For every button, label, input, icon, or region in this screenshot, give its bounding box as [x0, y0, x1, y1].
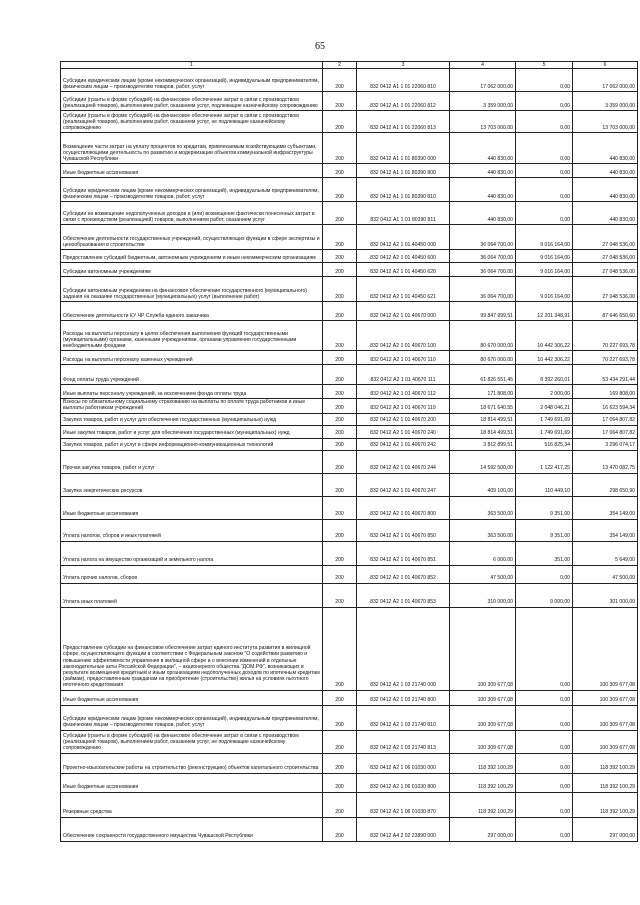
- row-amount-planned: 36 064 700,00: [450, 250, 516, 263]
- row-amount-planned: 440 830,00: [450, 202, 516, 225]
- table-row: [61, 164, 638, 178]
- row-amount-planned: 100 309 677,08: [450, 730, 516, 753]
- row-section-code: 200: [323, 607, 357, 690]
- row-name: Предоставление субсидий бюджетным, автономным учреждениям и иным некоммерческим организациям: [61, 250, 323, 263]
- row-classification-code: 832 0412 А2 1 01 40670 852: [357, 565, 450, 583]
- row-name: Субсидии (гранты в форме субсидий) на финансовое обеспечение затрат в связи с производством (реализацией товаров), выполнением работ, оказанием услуг, не подлежащие казначейскому сопровождению: [61, 730, 323, 753]
- row-name: Иные бюджетные ассигнования: [61, 773, 323, 792]
- row-amount-executed: 8 392 260,01: [516, 365, 573, 385]
- row-section-code: 200: [323, 164, 357, 178]
- row-amount-planned: 18 814 499,51: [450, 413, 516, 425]
- table-row: [61, 730, 638, 753]
- row-section-code: 200: [323, 111, 357, 133]
- row-amount-executed: 351,00: [516, 541, 573, 565]
- row-amount-planned: 100 309 677,08: [450, 607, 516, 690]
- row-amount-planned: 99 847 999,51: [450, 302, 516, 321]
- row-amount-remaining: 27 048 536,00: [573, 250, 638, 263]
- row-classification-code: 832 0412 А1 1 01 80390 800: [357, 164, 450, 178]
- row-name: Иные бюджетные ассигнования: [61, 690, 323, 705]
- row-classification-code: 832 0412 А2 1 01 40670 851: [357, 541, 450, 565]
- row-amount-remaining: 100 309 677,08: [573, 607, 638, 690]
- row-amount-executed: 9 016 164,00: [516, 250, 573, 263]
- table-row: [61, 541, 638, 565]
- row-amount-remaining: 3 296 074,17: [573, 438, 638, 450]
- row-amount-executed: 2 048 046,21: [516, 399, 573, 413]
- table-row: [61, 178, 638, 202]
- row-amount-remaining: 354 149,00: [573, 496, 638, 519]
- row-amount-planned: 100 309 677,08: [450, 690, 516, 705]
- row-amount-remaining: 70 227 693,78: [573, 351, 638, 365]
- row-amount-executed: 0,00: [516, 792, 573, 817]
- row-name: Обеспечение деятельности КУ ЧР Служба единого заказчика: [61, 302, 323, 321]
- row-amount-remaining: 298 650,90: [573, 473, 638, 496]
- table-row: [61, 473, 638, 496]
- row-name: Прочая закупка товаров, работ и услуг: [61, 450, 323, 473]
- row-section-code: 200: [323, 351, 357, 365]
- table-row: [61, 277, 638, 302]
- row-amount-executed: 1 749 691,69: [516, 425, 573, 438]
- row-section-code: 200: [323, 583, 357, 607]
- row-amount-executed: 2 000,00: [516, 385, 573, 399]
- row-amount-planned: 118 392 100,29: [450, 792, 516, 817]
- row-amount-executed: 9 000,00: [516, 583, 573, 607]
- row-amount-executed: 10 442 306,22: [516, 321, 573, 351]
- table-row: [61, 69, 638, 92]
- row-classification-code: 832 0412 А2 1 01 40450 000: [357, 225, 450, 250]
- table-row: [61, 250, 638, 263]
- row-classification-code: 832 0412 А2 1 01 40670 112: [357, 385, 450, 399]
- row-amount-executed: 0,00: [516, 690, 573, 705]
- row-name: Резервные средства: [61, 792, 323, 817]
- row-section-code: 200: [323, 450, 357, 473]
- row-classification-code: 832 0412 А1 1 01 80390 811: [357, 202, 450, 225]
- page-number: 65: [315, 41, 325, 52]
- row-section-code: 200: [323, 413, 357, 425]
- budget-table-body: [61, 62, 638, 842]
- row-amount-executed: 0,00: [516, 730, 573, 753]
- row-amount-remaining: 17 064 807,82: [573, 413, 638, 425]
- row-classification-code: 832 0412 А2 1 01 40670 242: [357, 438, 450, 450]
- row-section-code: 200: [323, 277, 357, 302]
- row-name: Обеспечение деятельности государственных учреждений, осуществляющих функции в сфере экспертизы и ценообразования в строительстве: [61, 225, 323, 250]
- row-section-code: 200: [323, 133, 357, 164]
- row-amount-remaining: 301 000,00: [573, 583, 638, 607]
- row-amount-executed: 0,00: [516, 705, 573, 730]
- row-amount-planned: 297 000,00: [450, 817, 516, 841]
- row-section-code: 200: [323, 250, 357, 263]
- row-name: Уплата прочих налогов, сборов: [61, 565, 323, 583]
- row-amount-remaining: 47 500,00: [573, 565, 638, 583]
- row-name: Иные бюджетные ассигнования: [61, 164, 323, 178]
- row-amount-executed: 110 449,10: [516, 473, 573, 496]
- table-row: [61, 92, 638, 111]
- row-amount-executed: 12 201 348,91: [516, 302, 573, 321]
- row-classification-code: 832 0412 А2 1 03 21740 813: [357, 730, 450, 753]
- row-amount-executed: 0,00: [516, 69, 573, 92]
- table-row: [61, 202, 638, 225]
- row-amount-remaining: 17 064 807,82: [573, 425, 638, 438]
- row-classification-code: 832 0412 А2 1 01 40450 600: [357, 250, 450, 263]
- row-amount-remaining: 87 646 650,60: [573, 302, 638, 321]
- row-classification-code: 832 0412 А2 1 03 21740 000: [357, 607, 450, 690]
- row-amount-planned: 47 500,00: [450, 565, 516, 583]
- row-section-code: 200: [323, 438, 357, 450]
- table-row: [61, 302, 638, 321]
- row-amount-executed: 0,00: [516, 111, 573, 133]
- row-name: Иные выплаты персоналу учреждений, за исключением фонда оплаты труда: [61, 385, 323, 399]
- row-amount-planned: 36 064 700,00: [450, 263, 516, 277]
- row-name: Уплата иных платежей: [61, 583, 323, 607]
- row-amount-executed: 0,00: [516, 178, 573, 202]
- table-row: [61, 565, 638, 583]
- row-amount-planned: 18 814 499,51: [450, 425, 516, 438]
- column-number: 6: [573, 62, 638, 69]
- row-amount-remaining: 3 359 000,00: [573, 92, 638, 111]
- row-amount-remaining: 13 470 082,75: [573, 450, 638, 473]
- row-amount-planned: 363 500,00: [450, 496, 516, 519]
- table-row: [61, 351, 638, 365]
- row-amount-planned: 310 000,00: [450, 583, 516, 607]
- row-amount-remaining: 440 830,00: [573, 133, 638, 164]
- row-amount-executed: 0,00: [516, 202, 573, 225]
- row-amount-remaining: 118 392 100,29: [573, 773, 638, 792]
- row-amount-remaining: 16 623 594,34: [573, 399, 638, 413]
- row-amount-executed: 9 351,00: [516, 496, 573, 519]
- table-row: [61, 438, 638, 450]
- row-name: Проектно-изыскательские работы на строительство (реконструкцию) объектов капитального строительства: [61, 753, 323, 773]
- column-number: 3: [357, 62, 450, 69]
- table-row: [61, 263, 638, 277]
- row-classification-code: 832 0412 А2 1 01 40670 200: [357, 413, 450, 425]
- row-name: Взносы по обязательному социальному страхованию на выплаты по оплате труда работников и иные выплаты работникам учреждений: [61, 399, 323, 413]
- row-amount-remaining: 27 048 536,00: [573, 277, 638, 302]
- row-name: Иные бюджетные ассигнования: [61, 496, 323, 519]
- row-section-code: 200: [323, 202, 357, 225]
- row-amount-planned: 363 500,00: [450, 519, 516, 541]
- row-classification-code: 832 0412 А2 1 01 40670 240: [357, 425, 450, 438]
- table-row: [61, 519, 638, 541]
- table-row: [61, 753, 638, 773]
- row-amount-executed: 0,00: [516, 92, 573, 111]
- row-amount-planned: 13 703 000,00: [450, 111, 516, 133]
- table-row: [61, 450, 638, 473]
- row-amount-planned: 118 392 100,29: [450, 753, 516, 773]
- row-amount-remaining: 118 392 100,29: [573, 792, 638, 817]
- row-name: Субсидии юридическим лицам (кроме некоммерческих организаций), индивидуальным предпринимателям, физическим лицам – производителям товаров, работ, услуг: [61, 69, 323, 92]
- row-name: Субсидии юридическим лицам (кроме некоммерческих организаций), индивидуальным предпринимателям, физическим лицам – производителям товаров, работ, услуг: [61, 705, 323, 730]
- row-amount-planned: 17 062 000,00: [450, 69, 516, 92]
- row-amount-executed: 9 016 164,00: [516, 277, 573, 302]
- row-section-code: 200: [323, 817, 357, 841]
- row-amount-executed: 9 016 164,00: [516, 263, 573, 277]
- column-number: 5: [516, 62, 573, 69]
- row-amount-remaining: 70 227 693,78: [573, 321, 638, 351]
- row-name: Субсидии юридическим лицам (кроме некоммерческих организаций), индивидуальным предпринимателям, физическим лицам – производителям товаров, работ, услуг: [61, 178, 323, 202]
- row-section-code: 200: [323, 690, 357, 705]
- row-amount-remaining: 100 309 677,08: [573, 705, 638, 730]
- row-classification-code: 832 0412 А2 1 03 21740 810: [357, 705, 450, 730]
- row-amount-remaining: 169 808,00: [573, 385, 638, 399]
- row-section-code: 200: [323, 321, 357, 351]
- table-row: [61, 817, 638, 841]
- row-amount-executed: 0,00: [516, 565, 573, 583]
- row-classification-code: 832 0412 А2 1 01 40670 853: [357, 583, 450, 607]
- row-amount-remaining: 440 830,00: [573, 202, 638, 225]
- row-amount-remaining: 5 649,00: [573, 541, 638, 565]
- row-amount-planned: 171 808,00: [450, 385, 516, 399]
- column-number: 2: [323, 62, 357, 69]
- row-section-code: 200: [323, 565, 357, 583]
- row-classification-code: 832 0412 А2 1 01 40670 111: [357, 365, 450, 385]
- table-row: [61, 321, 638, 351]
- row-name: Расходы на выплаты персоналу в целях обеспечения выполнения функций государственными (муниципальными) органами, казенными учреждениями, органами управления государственными внебюджетными фондами: [61, 321, 323, 351]
- row-classification-code: 832 0412 А2 1 06 01030 870: [357, 792, 450, 817]
- row-classification-code: 832 0412 А1 1 01 22060 810: [357, 69, 450, 92]
- row-amount-remaining: 297 000,00: [573, 817, 638, 841]
- row-section-code: 200: [323, 773, 357, 792]
- row-section-code: 200: [323, 519, 357, 541]
- row-amount-planned: 80 670 000,00: [450, 321, 516, 351]
- row-name: Закупка энергетических ресурсов: [61, 473, 323, 496]
- row-classification-code: 832 0412 А2 1 01 40670 247: [357, 473, 450, 496]
- row-amount-planned: 440 830,00: [450, 178, 516, 202]
- row-name: Субсидии автономным учреждениям на финансовое обеспечение государственного (муниципального) задания на оказание государственных (муниципальных) услуг (выполнение работ): [61, 277, 323, 302]
- row-name: Расходы на выплаты персоналу казенных учреждений: [61, 351, 323, 365]
- row-section-code: 200: [323, 365, 357, 385]
- table-row: [61, 705, 638, 730]
- table-row: [61, 792, 638, 817]
- row-amount-planned: 6 000,00: [450, 541, 516, 565]
- row-amount-planned: 36 064 700,00: [450, 225, 516, 250]
- row-amount-executed: 0,00: [516, 753, 573, 773]
- row-classification-code: 832 0412 А2 1 01 40670 850: [357, 519, 450, 541]
- row-section-code: 200: [323, 385, 357, 399]
- row-classification-code: 832 0412 А2 1 01 40670 100: [357, 321, 450, 351]
- table-row: [61, 690, 638, 705]
- row-classification-code: 832 0412 А2 1 01 40670 000: [357, 302, 450, 321]
- row-amount-remaining: 118 392 100,29: [573, 753, 638, 773]
- row-classification-code: 832 0412 А2 1 03 21740 800: [357, 690, 450, 705]
- table-row: [61, 365, 638, 385]
- row-amount-executed: 0,00: [516, 133, 573, 164]
- table-row: [61, 773, 638, 792]
- row-amount-remaining: 17 062 000,00: [573, 69, 638, 92]
- row-name: Возмещение части затрат на уплату процентов по кредитам, привлекаемым хозяйствующими субъектами, осуществляющими деятельность по развитию и модернизации объектов коммунальной инфраструктуры Чувашской Республики: [61, 133, 323, 164]
- row-section-code: 200: [323, 92, 357, 111]
- table-row: [61, 583, 638, 607]
- row-amount-remaining: 100 309 677,08: [573, 730, 638, 753]
- row-classification-code: 832 0412 А2 1 01 40450 621: [357, 277, 450, 302]
- row-name: Субсидии (гранты в форме субсидий) на финансовое обеспечение затрат в связи с производством (реализацией товаров), выполнением работ, оказанием услуг, подлежащие казначейскому сопровождению: [61, 92, 323, 111]
- row-name: Закупка товаров, работ и услуг в сфере информационно-коммуникационных технологий: [61, 438, 323, 450]
- row-classification-code: 832 0412 А2 1 01 40670 110: [357, 351, 450, 365]
- row-name: Субсидии автономным учреждениям: [61, 263, 323, 277]
- row-name: Обеспечение сохранности государственного имущества Чувашской Республики: [61, 817, 323, 841]
- row-amount-remaining: 27 048 536,00: [573, 263, 638, 277]
- row-classification-code: 832 0412 А2 1 06 01030 000: [357, 753, 450, 773]
- row-classification-code: 832 0412 А1 1 01 22060 813: [357, 111, 450, 133]
- table-row: [61, 399, 638, 413]
- row-name: Фонд оплаты труда учреждений: [61, 365, 323, 385]
- row-amount-remaining: 440 830,00: [573, 164, 638, 178]
- column-number-row: [61, 62, 638, 69]
- row-section-code: 200: [323, 263, 357, 277]
- row-section-code: 200: [323, 473, 357, 496]
- row-amount-executed: 9 016 164,00: [516, 225, 573, 250]
- row-section-code: 200: [323, 178, 357, 202]
- row-amount-planned: 118 392 100,29: [450, 773, 516, 792]
- row-amount-remaining: 100 309 677,08: [573, 690, 638, 705]
- row-amount-planned: 100 309 677,08: [450, 705, 516, 730]
- budget-table: [60, 61, 638, 842]
- row-section-code: 200: [323, 541, 357, 565]
- row-section-code: 200: [323, 753, 357, 773]
- row-name: Иные закупки товаров, работ и услуг для обеспечения государственных (муниципальных) нужд: [61, 425, 323, 438]
- row-amount-executed: 0,00: [516, 164, 573, 178]
- row-amount-planned: 440 830,00: [450, 133, 516, 164]
- table-row: [61, 133, 638, 164]
- column-number: 1: [61, 62, 323, 69]
- row-name: Субсидии на возмещение недополученных доходов и (или) возмещение фактически понесенных затрат в связи с производством (реализацией) товаров, выполнением работ, оказанием услуг: [61, 202, 323, 225]
- row-amount-planned: 409 100,00: [450, 473, 516, 496]
- row-amount-remaining: 53 434 291,44: [573, 365, 638, 385]
- row-section-code: 200: [323, 705, 357, 730]
- row-amount-planned: 14 592 500,00: [450, 450, 516, 473]
- row-section-code: 200: [323, 496, 357, 519]
- row-name: Уплата налогов, сборов и иных платежей: [61, 519, 323, 541]
- row-amount-planned: 18 671 640,55: [450, 399, 516, 413]
- row-section-code: 200: [323, 399, 357, 413]
- row-classification-code: 832 0412 А2 1 01 40670 119: [357, 399, 450, 413]
- row-classification-code: 832 0412 А2 1 01 40670 244: [357, 450, 450, 473]
- row-name: Субсидии (гранты в форме субсидий) на финансовое обеспечение затрат в связи с производством (реализацией товаров), выполнением работ, оказанием услуг, не подлежащие казначейскому сопровождению: [61, 111, 323, 133]
- row-amount-executed: 0,00: [516, 773, 573, 792]
- row-amount-planned: 36 064 700,00: [450, 277, 516, 302]
- row-amount-executed: 0,00: [516, 607, 573, 690]
- row-amount-remaining: 354 149,00: [573, 519, 638, 541]
- row-amount-executed: 516 825,34: [516, 438, 573, 450]
- row-amount-planned: 61 826 551,45: [450, 365, 516, 385]
- row-amount-executed: 9 351,00: [516, 519, 573, 541]
- row-classification-code: 832 0412 А2 1 01 40450 620: [357, 263, 450, 277]
- table-row: [61, 385, 638, 399]
- row-amount-executed: 1 122 417,25: [516, 450, 573, 473]
- row-section-code: 200: [323, 69, 357, 92]
- row-classification-code: 832 0412 А1 1 01 80390 000: [357, 133, 450, 164]
- table-row: [61, 607, 638, 690]
- row-amount-executed: 10 442 306,22: [516, 351, 573, 365]
- row-amount-remaining: 13 703 000,00: [573, 111, 638, 133]
- table-row: [61, 111, 638, 133]
- row-amount-planned: 80 670 000,00: [450, 351, 516, 365]
- row-classification-code: 832 0412 А1 1 01 80390 810: [357, 178, 450, 202]
- row-amount-planned: 3 812 899,51: [450, 438, 516, 450]
- table-row: [61, 496, 638, 519]
- row-amount-remaining: 27 048 536,00: [573, 225, 638, 250]
- row-section-code: 200: [323, 225, 357, 250]
- row-section-code: 200: [323, 302, 357, 321]
- row-section-code: 200: [323, 730, 357, 753]
- column-number: 4: [450, 62, 516, 69]
- table-row: [61, 425, 638, 438]
- row-section-code: 200: [323, 792, 357, 817]
- row-classification-code: 832 0412 А2 1 01 40670 800: [357, 496, 450, 519]
- row-name: Предоставление субсидии на финансовое обеспечение затрат единого института развития в жилищной сфере, осуществляющего функции в соответствии с Федеральным законом "О содействии развитию и повышению эффективности управления в жилищной сфере и о внесении изменений в отдельные законодательные акты Российской Федерации", – акционерного общества "ДОМ.РФ", возникающих в результате возмещения кредитным и иным организациям недополученных доходов по ипотечным кредитам (займам), предоставленным гражданам на приобретение (строительство) жилья на условиях льготного ипотечного кредитования: [61, 607, 323, 690]
- table-row: [61, 413, 638, 425]
- row-amount-remaining: 440 830,00: [573, 178, 638, 202]
- row-classification-code: 832 0412 А4 2 02 23890 000: [357, 817, 450, 841]
- row-amount-executed: 0,00: [516, 817, 573, 841]
- row-section-code: 200: [323, 425, 357, 438]
- row-amount-planned: 440 830,00: [450, 164, 516, 178]
- row-name: Уплата налога на имущество организаций и земельного налога: [61, 541, 323, 565]
- row-classification-code: 832 0412 А1 1 01 22060 812: [357, 92, 450, 111]
- table-row: [61, 225, 638, 250]
- row-amount-executed: 1 749 691,69: [516, 413, 573, 425]
- row-name: Закупка товаров, работ и услуг для обеспечения государственных (муниципальных) нужд: [61, 413, 323, 425]
- row-classification-code: 832 0412 А2 1 06 01030 800: [357, 773, 450, 792]
- row-amount-planned: 3 359 000,00: [450, 92, 516, 111]
